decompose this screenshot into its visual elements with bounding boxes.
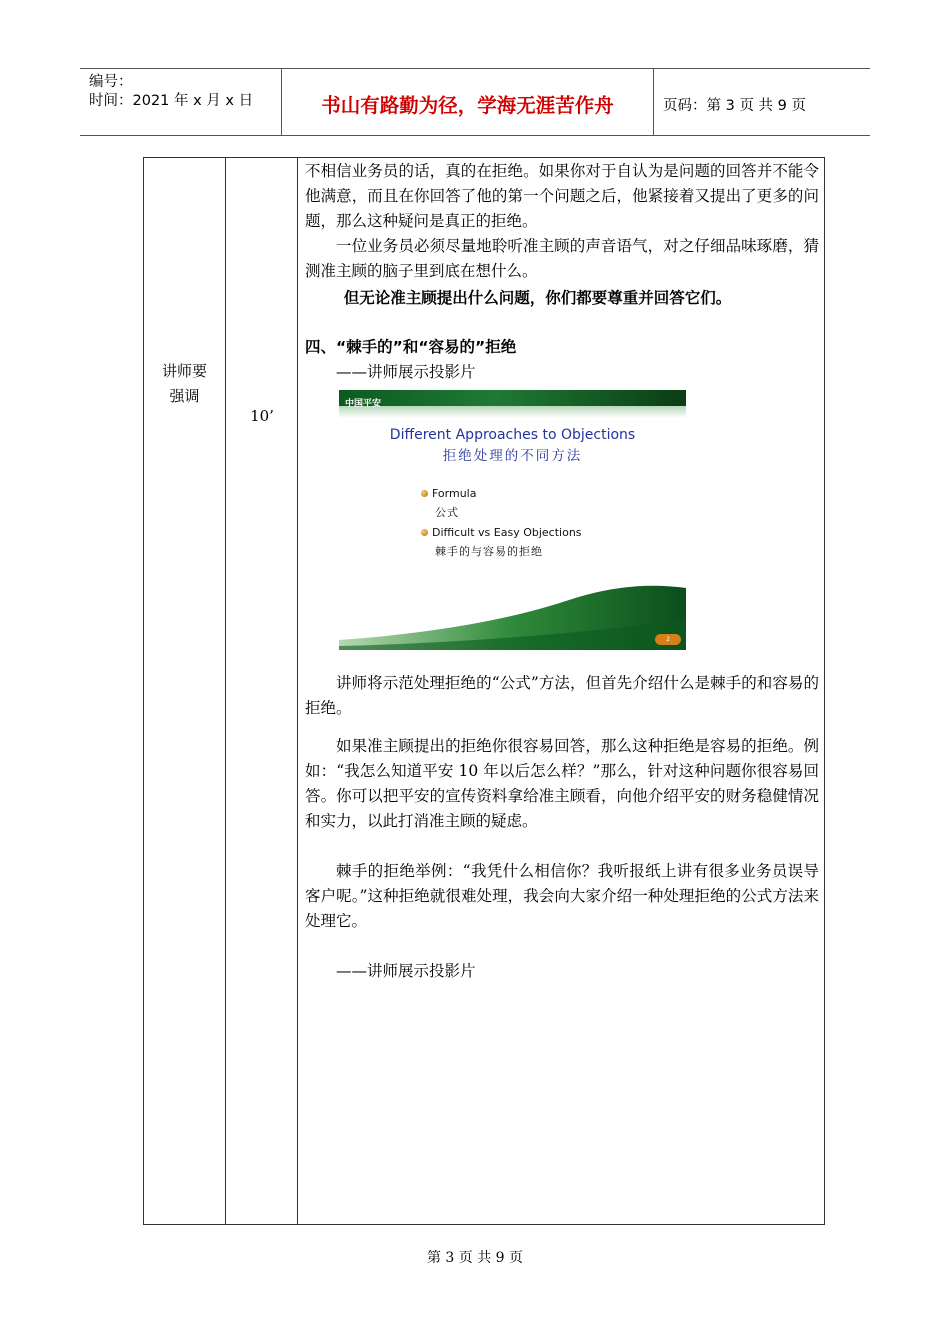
slide-item-cn: 公式 [435, 506, 459, 519]
slide-footer-swoosh [339, 580, 686, 650]
paragraph: 讲师将示范处理拒绝的“公式”方法，但首先介绍什么是棘手的和容易的拒绝。 [305, 674, 819, 717]
lesson-table [143, 157, 825, 1225]
slide-image [339, 390, 686, 650]
paragraph: 棘手的拒绝举例：“我凭什么相信你？我听报纸上讲有很多业务员误导客户呢。”这种拒绝就很难处理，我会向大家介绍一种处理拒绝的公式方法来处理它。 [305, 862, 819, 930]
page-label: 页码：第 3 页 共 9 页 [663, 97, 806, 114]
page-footer: 第 3 页 共 9 页 [426, 1250, 524, 1266]
slide-note: ——讲师展示投影片 [336, 363, 476, 381]
document-header [80, 68, 870, 136]
bullet-icon [421, 529, 428, 536]
slide-note: ——讲师展示投影片 [336, 962, 476, 980]
number-label: 编号： [89, 74, 133, 90]
ping-an-logo: 中国平安 [345, 399, 382, 409]
time-column [226, 158, 298, 1224]
slide-title-cn: 拒绝处理的不同方法 [442, 448, 583, 464]
slide-header-band [339, 390, 686, 406]
slide-title-en: Different Approaches to Objections [389, 427, 636, 443]
duration: 10’ [250, 407, 274, 425]
paragraph: 不相信业务员的话，真的在拒绝。如果你对于自认为是问题的回答并不能令他满意，而且在你回答了他的第一个问题之后，他紧接着又提出了更多的问题，那么这种疑问是真正的拒绝。 [305, 162, 819, 230]
section-heading: 四、“棘手的”和“容易的”拒绝 [305, 338, 517, 356]
label-column [144, 158, 225, 1224]
motto: 书山有路勤为径，学海无涯苦作舟 [282, 69, 654, 135]
emphasis-paragraph: 但无论准主顾提出什么问题，你们都要尊重并回答它们。 [343, 288, 732, 307]
paragraph: 如果准主顾提出的拒绝你很容易回答，那么这种拒绝是容易的拒绝。例如：“我怎么知道平安 10 年以后怎么样？”那么，针对这种问题你很容易回答。你可以把平安的宣传资料拿给准主顾看，向他介绍平安的财务稳健情况和实力，以此打消准主顾的疑虑。 [305, 737, 819, 830]
header-info-cell [80, 69, 282, 135]
slide-item-cn: 棘手的与容易的拒绝 [435, 545, 543, 558]
slide-item-en: Formula [432, 487, 477, 500]
emphasis-label: 讲师要 强调 [161, 362, 207, 405]
slide-page-badge: 2 [655, 634, 681, 645]
slide-item-en: Difficult vs Easy Objections [432, 526, 582, 539]
bullet-icon [421, 490, 428, 497]
paragraph: 一位业务员必须尽量地聆听准主顾的声音语气，对之仔细品味琢磨，猜测准主顾的脑子里到底在想什么。 [305, 237, 819, 280]
time-label: 时间：2021 年 x 月 x 日 [89, 93, 254, 109]
slide-header-fade [339, 406, 686, 418]
